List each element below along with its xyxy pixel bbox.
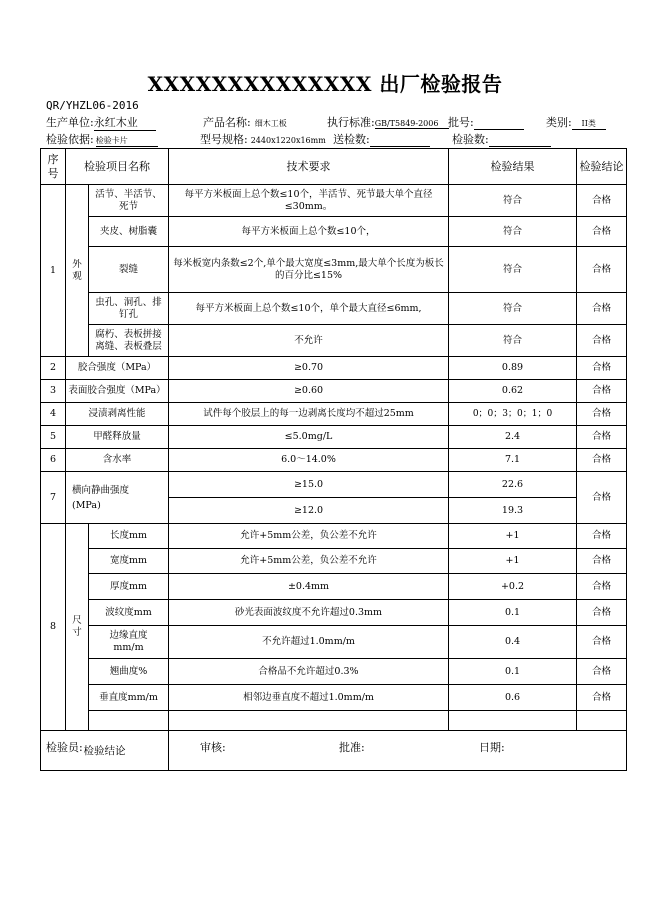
row-result: 7.1 [449,449,577,472]
table-row [41,185,627,217]
unit-label: 生产单位: [46,116,94,129]
row-result: 0.4 [449,626,577,659]
row-item: 宽度mm [89,549,169,574]
product-value: 细木工板 [254,119,287,128]
basis-value: 检验卡片 [96,135,158,147]
row-item: 夹皮、树脂囊 [89,217,169,247]
category-label: 类别: [546,116,572,129]
row-item: 边缘直度mm/m [89,626,169,659]
row-result: 0.89 [449,357,577,380]
group8-name: 尺寸 [66,524,89,731]
row-item: 翘曲度% [89,659,169,685]
reviewer-signature: 审核: [200,741,226,754]
row-result: 符合 [449,247,577,293]
row-requirement: 试件每个胶层上的每一边剥离长度均不超过25mm [169,403,449,426]
table-row [41,626,627,659]
batch-number [448,114,524,130]
approver-signature: 批准: [339,741,365,754]
row-conclusion: 合格 [577,574,627,600]
inspector-signature: 检验员: [46,741,83,754]
table-row [41,293,627,325]
row-requirement: 每平方米板面上总个数≤10个， [169,217,449,247]
report-title: XXXXXXXXXXXXXX 出厂检验报告 [147,72,503,96]
row-requirement: 合格品不允许超过0.3% [169,659,449,685]
conclusion-value [169,731,627,771]
row-requirement: 允许+5mm公差，负公差不允许 [169,549,449,574]
model-label: 型号规格: [200,133,248,146]
row-result: 符合 [449,293,577,325]
row-requirement: ±0.4mm [169,574,449,600]
qty-label: 检验数: [452,133,489,146]
row-conclusion: 合格 [577,426,627,449]
group8-no: 8 [41,524,66,731]
row-conclusion: 合格 [577,293,627,325]
row-result: 符合 [449,217,577,247]
row-result: 19.3 [449,498,577,524]
row-result: +0.2 [449,574,577,600]
row-item: 腐朽、表板拼接离缝、表板叠层 [89,325,169,357]
row-item: 表面胶合强度（MPa） [66,380,169,403]
row-conclusion: 合格 [577,659,627,685]
row-conclusion: 合格 [577,449,627,472]
category-value: II类 [572,118,606,130]
row-item: 甲醛释放量 [66,426,169,449]
row-result: 0.1 [449,600,577,626]
row-requirement: 每平方米板面上总个数≤10个，单个最大直径≤6mm, [169,293,449,325]
row-conclusion: 合格 [577,600,627,626]
row-result: +1 [449,549,577,574]
row-item: 虫孔、洞孔、排钉孔 [89,293,169,325]
document-code: QR/YHZL06-2016 [46,99,139,112]
model-spec [200,131,326,147]
row-requirement: 每米板宽内条数≤2个,单个最大宽度≤3mm,最大单个长度为板长的百分比≤15% [169,247,449,293]
row-conclusion: 合格 [577,524,627,549]
row-result: 符合 [449,325,577,357]
row-conclusion: 合格 [577,626,627,659]
table-row [41,403,627,426]
row-item: 裂缝 [89,247,169,293]
row-conclusion: 合格 [577,472,627,524]
table-row [41,574,627,600]
table-row [41,217,627,247]
table-row [41,380,627,403]
row-requirement: 相邻边垂直度不超过1.0mm/m [169,685,449,711]
row-requirement: 每平方米板面上总个数≤10个，半活节、死节最大单个直径≤30mm。 [169,185,449,217]
row-item: 含水率 [66,449,169,472]
row-result: 0；0；3；0；1；0 [449,403,577,426]
product-label: 产品名称: [203,116,251,129]
row-conclusion: 合格 [577,685,627,711]
inspection-table [40,148,627,771]
sent-quantity [333,131,430,147]
row-no: 2 [41,357,66,380]
row-requirement: 不允许超过1.0mm/m [169,626,449,659]
header-requirement: 技术要求 [169,149,449,185]
unit-value: 永红木业 [94,114,156,131]
production-unit [46,114,156,131]
sent-label: 送检数: [333,133,370,146]
row-conclusion: 合格 [577,403,627,426]
row-item: 胶合强度（MPa） [66,357,169,380]
basis-label: 检验依据: [46,133,94,146]
row-conclusion: 合格 [577,380,627,403]
table-row [41,472,627,498]
row-item: 厚度mm [89,574,169,600]
row-item: 活节、半活节、死节 [89,185,169,217]
product-name [203,114,287,130]
table-row [41,524,627,549]
row-result: 符合 [449,185,577,217]
row-result: 0.1 [449,659,577,685]
row-conclusion: 合格 [577,247,627,293]
table-row [41,449,627,472]
row-item: 浸渍剥离性能 [66,403,169,426]
standard-value: GB/T5849-2006 [375,119,449,129]
row-result: 2.4 [449,426,577,449]
header-no: 序号 [41,149,66,185]
row-no: 3 [41,380,66,403]
inspection-basis [46,131,158,147]
row-conclusion: 合格 [577,325,627,357]
table-row [41,426,627,449]
row-result: +1 [449,524,577,549]
date-field: 日期: [479,741,505,754]
header-result: 检验结果 [449,149,577,185]
table-row [41,325,627,357]
group1-no: 1 [41,185,66,357]
row-conclusion: 合格 [577,217,627,247]
table-row [41,357,627,380]
row-requirement: ≥0.60 [169,380,449,403]
row-result: 0.6 [449,685,577,711]
group1-name: 外观 [66,185,89,357]
category [546,114,606,130]
row-requirement: 砂光表面波纹度不允许超过0.3mm [169,600,449,626]
row-no: 4 [41,403,66,426]
row-conclusion: 合格 [577,357,627,380]
row-requirement: 6.0～14.0% [169,449,449,472]
row-result: 0.62 [449,380,577,403]
row-result: 22.6 [449,472,577,498]
row-requirement: 不允许 [169,325,449,357]
conclusion-label: 检验结论 [41,731,169,771]
table-row [41,685,627,711]
row-requirement: ≥12.0 [169,498,449,524]
group7-name: 横向静曲强度(MPa) [66,472,169,524]
row-conclusion: 合格 [577,185,627,217]
row-item: 波纹度mm [89,600,169,626]
table-row [41,549,627,574]
header-conclusion: 检验结论 [577,149,627,185]
batch-label: 批号: [448,116,474,129]
table-row-empty [41,711,627,731]
row-requirement: ≥15.0 [169,472,449,498]
row-conclusion: 合格 [577,549,627,574]
header-item: 检验项目名称 [66,149,169,185]
table-row [41,600,627,626]
group7-no: 7 [41,472,66,524]
table-row [41,659,627,685]
row-requirement: ≤5.0mg/L [169,426,449,449]
row-no: 6 [41,449,66,472]
standard [327,114,449,130]
row-item: 垂直度mm/m [89,685,169,711]
row-requirement: 允许+5mm公差，负公差不允许 [169,524,449,549]
standard-label: 执行标准: [327,116,375,129]
inspection-quantity [452,131,551,147]
conclusion-row [41,731,627,771]
row-no: 5 [41,426,66,449]
table-row [41,247,627,293]
table-header-row [41,149,627,185]
model-value: 2440x1220x16mm [250,136,326,145]
row-item: 长度mm [89,524,169,549]
row-requirement: ≥0.70 [169,357,449,380]
